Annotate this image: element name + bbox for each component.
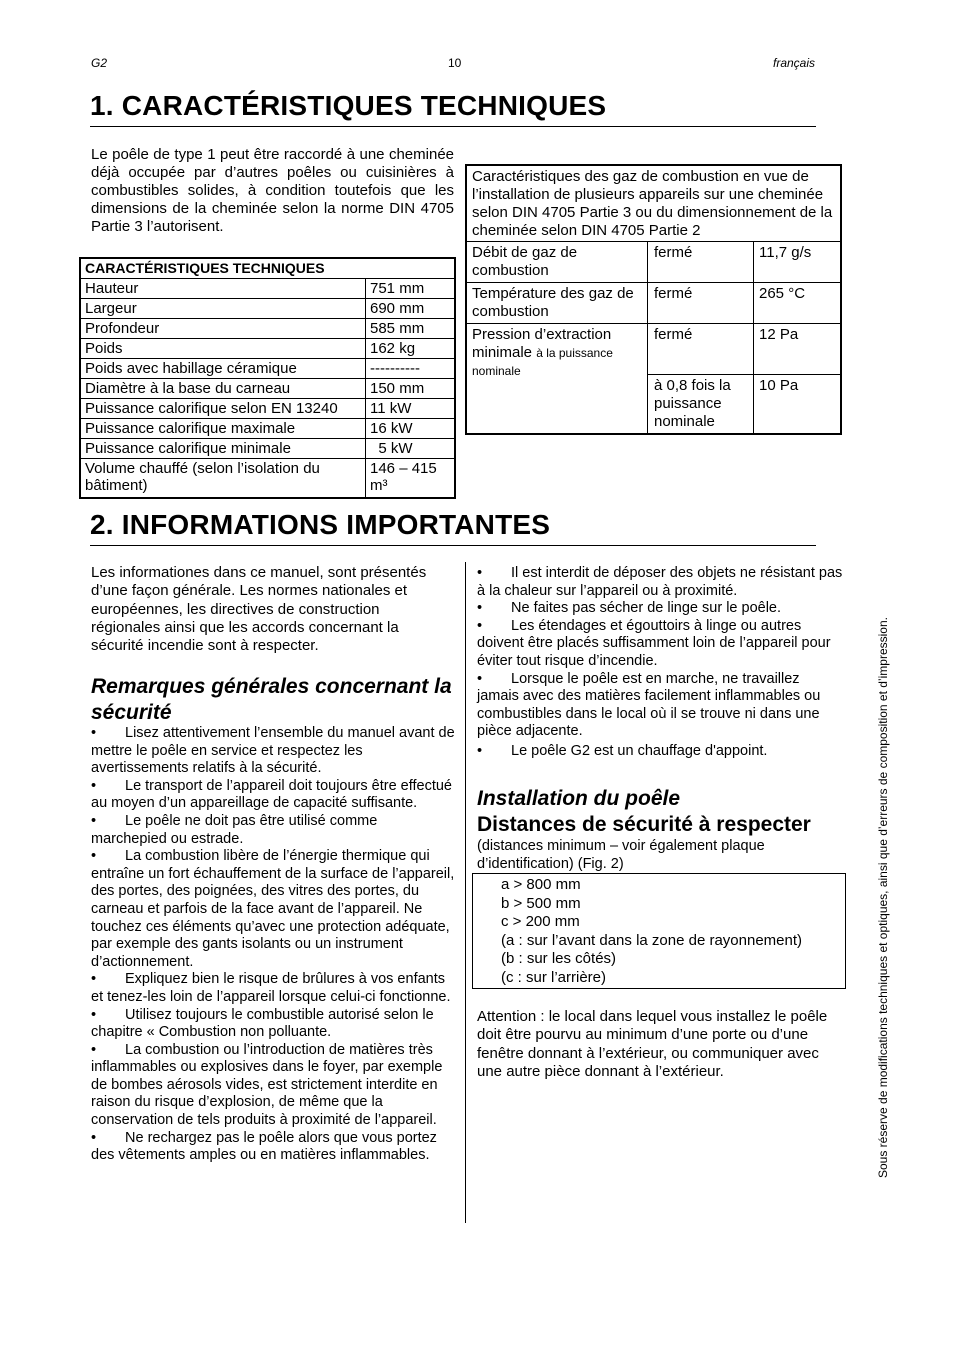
list-item: • Ne faites pas sécher de linge sur le poêle. [477, 600, 782, 617]
bullet: • [91, 812, 97, 829]
gas-value: 10 Pa [754, 375, 842, 435]
spec-value: 690 mm [366, 299, 456, 319]
spec-value: 16 kW [366, 419, 456, 439]
spec-table [79, 257, 456, 499]
table-row [80, 359, 455, 379]
section2-title: 2. INFORMATIONS IMPORTANTES [90, 509, 551, 540]
spec-value: 150 mm [366, 379, 456, 399]
table-row [80, 379, 455, 399]
table-row [80, 399, 455, 419]
spec-label: Puissance calorifique selon EN 13240 [80, 399, 366, 419]
column-divider [465, 562, 466, 1223]
spec-table-header: CARACTÉRISTIQUES TECHNIQUES [80, 258, 455, 279]
spec-label: Profondeur [80, 319, 366, 339]
bullet: • [91, 1129, 97, 1146]
spec-label: Hauteur [80, 279, 366, 299]
table-row [466, 324, 841, 375]
table-row [466, 283, 841, 324]
spec-value: 585 mm [366, 319, 456, 339]
installation-title: Installation du poêle [477, 787, 681, 810]
header-language: français [773, 56, 816, 70]
gas-label: Température des gaz de combustion [466, 283, 648, 324]
section1-title: 1. CARACTÉRISTIQUES TECHNIQUES [90, 90, 607, 121]
distance-b: b > 500 mm [501, 894, 581, 912]
bullet: • [477, 670, 483, 687]
list-item: • Utilisez toujours le combustible autorisé selon le chapitre « Combustion non polluante. [91, 1006, 434, 1041]
gas-state: fermé [648, 283, 754, 324]
spec-value: 146 – 415 m³ [366, 459, 456, 499]
flue-gas-table-header: Caractéristiques des gaz de combustion en vue de l’installation de plusieurs appareils sur une cheminée selon DIN 4705 Partie 3 ou du dimensionnement de la cheminée selon DIN 4705 Partie 2 [466, 165, 841, 242]
distances-note: (distances minimum – voir également plaque d’identification) (Fig. 2) [477, 838, 765, 872]
gas-state: fermé [648, 242, 754, 283]
table-row [80, 419, 455, 439]
bullet: • [477, 617, 483, 634]
side-disclaimer: Sous réserve de modifications techniques et optiques, ainsi que d’erreurs de composition et d’impression. [876, 617, 890, 1178]
section1-intro: Le poêle de type 1 peut être raccordé à une cheminée déjà occupée par d’autres poêles ou cuisinières à combustibles solides, à condition toutefois que les dimensions de la cheminée selon la norme DIN 4705 Partie 3 l’autorisent. [91, 146, 454, 235]
bullet: • [477, 600, 483, 617]
section1-rule [90, 126, 816, 127]
list-item: • La combustion libère de l’énergie thermique qui entraîne un fort échauffement de la surface de l’appareil, des portes, des poignées, des vitres des portes, du carneau et parfois de la face avant de l’appareil. Ne touchez ces éléments qu’avec une protection adéquate, par exemple des gants isolants ou un instrument d’actionnement. [91, 848, 455, 970]
bullet: • [477, 742, 483, 759]
gas-value: 12 Pa [754, 324, 842, 375]
table-row [80, 279, 455, 299]
spec-label: Volume chauffé (selon l’isolation du bâtiment) [80, 459, 366, 499]
list-item: • Lorsque le poêle est en marche, ne travaillez jamais avec des matières facilement inflammables ou combustibles dans le local où il se trouve ni dans une pièce adjacente. [477, 670, 821, 740]
gas-value: 265 °C [754, 283, 842, 324]
table-row [80, 319, 455, 339]
left-bullet-list [91, 725, 455, 1165]
right-bullet-list [477, 565, 843, 761]
list-item: • Expliquez bien le risque de brûlures à vos enfants et tenez-les loin de l’appareil lorsque celui-ci fonctionne. [91, 971, 451, 1005]
bullet: • [91, 1041, 97, 1058]
spec-value: ---------- [366, 359, 456, 379]
list-item: • Ne rechargez pas le poêle alors que vous portez des vêtements amples ou en matières inflammables. [91, 1129, 437, 1164]
table-row [80, 339, 455, 359]
list-item: • Il est interdit de déposer des objets ne résistant pas à la chaleur sur l’appareil ou à proximité. [477, 565, 843, 599]
spec-label: Largeur [80, 299, 366, 319]
distance-c-note: (c : sur l’arrière) [501, 968, 607, 986]
distances-title: Distances de sécurité à respecter [477, 813, 811, 836]
distance-a: a > 800 mm [501, 876, 581, 893]
spec-value: 11 kW [366, 399, 456, 419]
gas-label: Débit de gaz de combustion [466, 242, 648, 283]
spec-value: 751 mm [366, 279, 456, 299]
page-number: 10 [448, 56, 462, 70]
distances-box [472, 873, 846, 989]
pressure-label-note: à la puissance nominale [472, 346, 613, 378]
bullet: • [91, 971, 97, 988]
header-model: G2 [91, 56, 108, 70]
spec-label: Poids avec habillage céramique [80, 359, 366, 379]
spec-value: 5 kW [366, 439, 456, 459]
gas-state: fermé [648, 324, 754, 375]
gas-label [466, 324, 648, 435]
gas-state: à 0,8 fois la puissance nominale [648, 375, 754, 435]
pressure-label: Pression d’extraction minimale [472, 326, 612, 361]
list-item: • La combustion ou l’introduction de matières très inflammables ou explosives dans le foyer, par exemple de bombes aérosols vides, est strictement interdite en raison du risque d’explosion, de même que la conservation de tels produits à proximité de l’appareil. [91, 1041, 443, 1129]
table-row [80, 439, 455, 459]
bullet: • [91, 725, 97, 741]
list-item: • Le poêle G2 est un chauffage d'appoint. [477, 742, 768, 759]
safety-title: Remarques générales concernant la sécurité [91, 675, 452, 724]
table-row [80, 299, 455, 319]
section2-intro: Les informationes dans ce manuel, sont présentés d’une façon générale. Les normes nationales et européennes, les directives de construction régionales ainsi que les accords concernant la sécurité incendie sont à respecter. [91, 564, 427, 655]
distance-c: c > 200 mm [501, 913, 580, 930]
spec-label: Poids [80, 339, 366, 359]
gas-value: 11,7 g/s [754, 242, 842, 283]
section2-rule [90, 545, 816, 546]
bullet: • [91, 848, 97, 865]
list-item: • Lisez attentivement l’ensemble du manuel avant de mettre le poêle en service et respectez les avertissements relatifs à la sécurité. [91, 725, 455, 777]
spec-label: Puissance calorifique maximale [80, 419, 366, 439]
spec-label: Puissance calorifique minimale [80, 439, 366, 459]
list-item: • Les étendages et égouttoirs à linge ou autres doivent être placés suffisamment loin de l’appareil pour éviter tout risque d’incendie. [477, 617, 831, 669]
flue-gas-table [465, 164, 842, 435]
bullet: • [477, 565, 483, 581]
list-item: • Le poêle ne doit pas être utilisé comme marchepied ou estrade. [91, 812, 378, 847]
list-item: • Le transport de l’appareil doit toujours être effectué au moyen d’un appareillage de capacité suffisante. [91, 777, 452, 812]
distance-b-note: (b : sur les côtés) [501, 950, 617, 967]
bullet: • [91, 1006, 97, 1023]
attention-note: Attention : le local dans lequel vous installez le poêle doit être pourvu au minimum d’une porte ou d’une fenêtre donnant à l’extérieur, ou communiquer avec une autre pièce donnant à l’extérieur. [477, 1008, 828, 1081]
distance-a-note: (a : sur l’avant dans la zone de rayonnement) [501, 931, 803, 949]
table-row [466, 242, 841, 283]
spec-value: 162 kg [366, 339, 456, 359]
table-row [80, 459, 455, 499]
spec-label: Diamètre à la base du carneau [80, 379, 366, 399]
bullet: • [91, 777, 97, 794]
